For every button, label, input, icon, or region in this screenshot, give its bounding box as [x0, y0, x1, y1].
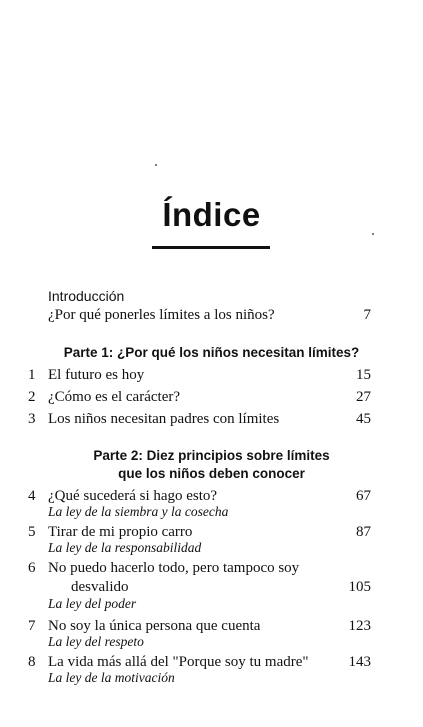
- speck: [155, 164, 157, 166]
- chapter-page: 27: [356, 389, 371, 405]
- chapter-title: Los niños necesitan padres con límites: [48, 411, 280, 427]
- title-underline: [152, 246, 270, 249]
- chapter-title-line-2: desvalido: [71, 579, 129, 595]
- chapter-page: 87: [356, 524, 371, 540]
- chapter-page: 67: [356, 488, 371, 504]
- chapter-page: 15: [356, 367, 371, 383]
- chapter-page: 123: [348, 618, 371, 634]
- chapter-title: No soy la única persona que cuenta: [48, 618, 261, 634]
- page-title: Índice: [162, 196, 261, 233]
- chapter-title: ¿Qué sucederá si hago esto?: [48, 488, 218, 504]
- part-2-heading-line-1: Parte 2: Diez principios sobre límites: [93, 448, 330, 463]
- chapter-title-line-1: No puedo hacerlo todo, pero tampoco soy: [48, 560, 300, 576]
- chapter-number: 6: [28, 560, 36, 576]
- chapter-page: 105: [348, 579, 371, 595]
- chapter-page: 143: [348, 654, 371, 670]
- chapter-subtitle: La ley de la motivación: [48, 670, 175, 685]
- intro-page: 7: [363, 307, 371, 323]
- chapter-subtitle: La ley del poder: [48, 596, 137, 611]
- chapter-number: 8: [28, 654, 36, 670]
- part-1-heading: Parte 1: ¿Por qué los niños necesitan límites?: [63, 345, 360, 360]
- chapter-number: 3: [28, 411, 36, 427]
- chapter-number: 1: [28, 367, 36, 383]
- chapter-subtitle: La ley del respeto: [48, 634, 144, 649]
- chapter-title: La vida más allá del "Porque soy tu madre": [48, 654, 309, 670]
- chapter-subtitle: La ley de la responsabilidad: [48, 540, 202, 555]
- chapter-number: 7: [28, 618, 36, 634]
- intro-heading: Introducción: [48, 288, 125, 304]
- intro-text: ¿Por qué ponerles límites a los niños?: [48, 307, 275, 323]
- chapter-number: 4: [28, 488, 36, 504]
- chapter-page: 45: [356, 411, 371, 427]
- chapter-title: El futuro es hoy: [48, 367, 145, 383]
- chapter-subtitle: La ley de la siembra y la cosecha: [48, 504, 229, 519]
- chapter-number: 2: [28, 389, 36, 405]
- chapter-title: Tirar de mi propio carro: [48, 524, 193, 540]
- chapter-title: ¿Cómo es el carácter?: [48, 389, 181, 405]
- part-2-heading-line-2: que los niños deben conocer: [118, 466, 305, 481]
- chapter-number: 5: [28, 524, 36, 540]
